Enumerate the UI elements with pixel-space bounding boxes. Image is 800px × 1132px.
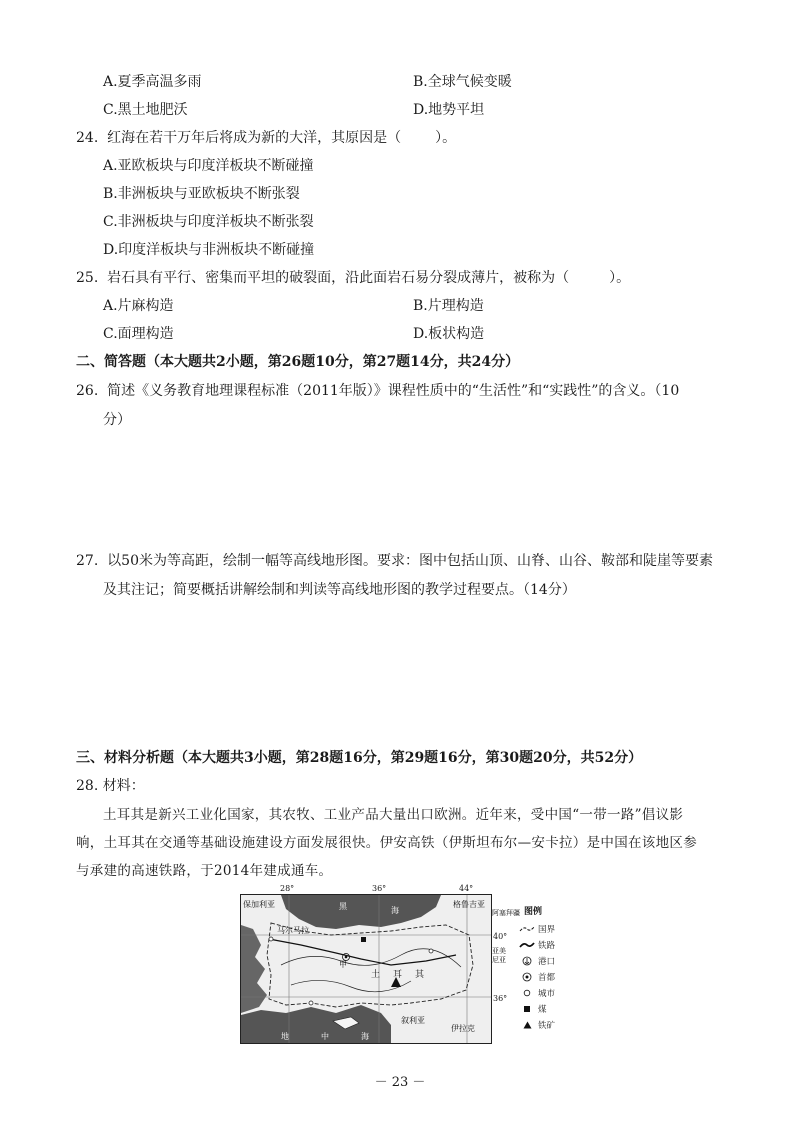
q24-number: 24. bbox=[76, 130, 99, 146]
section-2-heading: 二、简答题（本大题共2小题，第26题10分，第27题14分，共24分） bbox=[76, 354, 520, 370]
longitude-44-label: 44° bbox=[459, 884, 474, 893]
q25-option-b: B.片理构造 bbox=[413, 298, 484, 314]
georgia-label: 格鲁吉亚 bbox=[453, 900, 485, 909]
q24-option-d: D.印度洋板块与非洲板块不断碰撞 bbox=[103, 242, 315, 258]
city-symbol bbox=[429, 949, 433, 953]
med-sea-label-3: 海 bbox=[361, 1032, 369, 1041]
bulgaria-label: 保加利亚 bbox=[243, 900, 275, 909]
q24-option-a: A.亚欧板块与印度洋板块不断碰撞 bbox=[103, 158, 314, 174]
legend-border-label: 国界 bbox=[538, 925, 556, 935]
country-qi-label: 其 bbox=[415, 970, 425, 980]
river-line bbox=[281, 949, 461, 967]
q27-line-2: 及其注记；简要概括讲解绘制和判读等高线地形图的教学过程要点。（14分） bbox=[103, 582, 576, 598]
aegean-sea-shape bbox=[241, 925, 267, 1013]
marmara-label: 马尔马拉 bbox=[277, 926, 309, 935]
q25-option-a: A.片麻构造 bbox=[103, 298, 174, 314]
country-er-label: 耳 bbox=[393, 970, 403, 980]
q24-stem-after: ）。 bbox=[435, 130, 457, 146]
map-frame bbox=[240, 894, 492, 1044]
turkey-map-figure bbox=[240, 884, 560, 1044]
q25-stem bbox=[76, 268, 630, 288]
city-symbol bbox=[309, 1001, 313, 1005]
q28-material-label: 材料： bbox=[102, 778, 145, 794]
coal-icon bbox=[516, 1005, 538, 1013]
q27-number: 27. bbox=[76, 553, 99, 569]
jia-label: 甲 bbox=[339, 960, 347, 969]
legend-rail-row bbox=[516, 937, 564, 953]
coal-symbol bbox=[361, 937, 366, 942]
capital-symbol-dot bbox=[345, 956, 348, 959]
legend-border-row bbox=[516, 921, 564, 937]
legend-city-label: 城市 bbox=[538, 989, 556, 999]
longitude-28-label: 28° bbox=[280, 884, 295, 893]
q25-number: 25. bbox=[76, 270, 99, 286]
med-sea-label-2: 中 bbox=[321, 1032, 329, 1041]
legend-city-row bbox=[516, 985, 564, 1001]
q26-number: 26. bbox=[76, 383, 99, 399]
railway-icon bbox=[516, 941, 538, 949]
q23-option-d: D.地势平坦 bbox=[413, 102, 485, 118]
q25-option-c: C.面理构造 bbox=[103, 326, 174, 342]
black-sea-label-1: 黑 bbox=[339, 902, 347, 911]
map-graphic bbox=[241, 895, 491, 1043]
capital-icon bbox=[516, 972, 538, 982]
longitude-36-label: 36° bbox=[372, 884, 387, 893]
q24-stem-before: 红海在若干万年后将成为新的大洋，其原因是（ bbox=[107, 130, 402, 146]
q25-stem-after: ）。 bbox=[609, 270, 631, 286]
legend-rail-label: 铁路 bbox=[538, 941, 556, 951]
map-legend bbox=[516, 904, 564, 1033]
q28-paragraph-line-1: 土耳其是新兴工业化国家，其农牧、工业产品大量出口欧洲。近年来，受中国“一带一路”倡议影 bbox=[103, 807, 684, 823]
q24-option-c: C.非洲板块与印度洋板块不断张裂 bbox=[103, 214, 314, 230]
syria-label: 叙利亚 bbox=[401, 1016, 425, 1025]
q28-number: 28. bbox=[76, 778, 99, 794]
country-tu-label: 土 bbox=[371, 970, 381, 980]
med-sea-label-1: 地 bbox=[281, 1032, 289, 1041]
legend-iron-label: 铁矿 bbox=[538, 1021, 556, 1031]
iron-ore-icon bbox=[516, 1021, 538, 1029]
q23-option-b: B.全球气候变暖 bbox=[413, 74, 512, 90]
armenia-label-2: 尼亚 bbox=[492, 956, 506, 964]
black-sea-label-2: 海 bbox=[391, 906, 399, 915]
q28-paragraph-line-2: 响，土耳其在交通等基础设施建设方面发展很快。伊安高铁（伊斯坦布尔—安卡拉）是中国在该地区参 bbox=[76, 835, 697, 851]
iraq-label: 伊拉克 bbox=[451, 1024, 475, 1033]
q23-option-a: A.夏季高温多雨 bbox=[103, 74, 202, 90]
legend-port-label: 港口 bbox=[538, 957, 556, 967]
legend-iron-row bbox=[516, 1017, 564, 1033]
q24-stem bbox=[76, 128, 456, 148]
latitude-36-label: 36° bbox=[493, 994, 508, 1003]
page-number: － 23 － bbox=[374, 1075, 426, 1090]
azerbaijan-label: 阿塞拜疆 bbox=[492, 909, 520, 917]
legend-port-row bbox=[516, 953, 564, 969]
city-icon bbox=[516, 989, 538, 997]
legend-capital-label: 首都 bbox=[538, 973, 556, 983]
city-symbol bbox=[269, 937, 273, 941]
q26-line-1 bbox=[76, 381, 679, 401]
q26-text-1: 简述《义务教育地理课程标准（2011年版）》课程性质中的“生活性”和“实践性”的含义。（10 bbox=[107, 383, 680, 399]
anchor-icon bbox=[516, 956, 538, 966]
q25-option-d: D.板状构造 bbox=[413, 326, 485, 342]
q23-option-c: C.黑土地肥沃 bbox=[103, 102, 188, 118]
q26-line-2: 分） bbox=[103, 412, 131, 428]
armenia-label-1: 亚美 bbox=[492, 947, 506, 955]
q28-label-line bbox=[76, 776, 145, 796]
q27-line-1 bbox=[76, 551, 713, 571]
border-icon bbox=[516, 925, 538, 933]
railway-line bbox=[269, 939, 456, 965]
q28-paragraph-line-3: 与承建的高速铁路，于2014年建成通车。 bbox=[76, 863, 333, 879]
legend-capital-row bbox=[516, 969, 564, 985]
q25-stem-before: 岩石具有平行、密集而平坦的破裂面，沿此面岩石易分裂成薄片，被称为（ bbox=[107, 270, 570, 286]
black-sea-shape bbox=[281, 895, 441, 929]
legend-coal-row bbox=[516, 1001, 564, 1017]
q27-text-1: 以50米为等高距，绘制一幅等高线地形图。要求：图中包括山顶、山脊、山谷、鞍部和陡崖等要素 bbox=[107, 553, 713, 569]
section-3-heading: 三、材料分析题（本大题共3小题，第28题16分，第29题16分，第30题20分，共52分） bbox=[76, 750, 643, 766]
latitude-40-label: 40° bbox=[493, 932, 508, 941]
q24-option-b: B.非洲板块与亚欧板块不断张裂 bbox=[103, 186, 300, 202]
legend-title: 图例 bbox=[524, 907, 543, 917]
legend-coal-label: 煤 bbox=[538, 1005, 547, 1015]
